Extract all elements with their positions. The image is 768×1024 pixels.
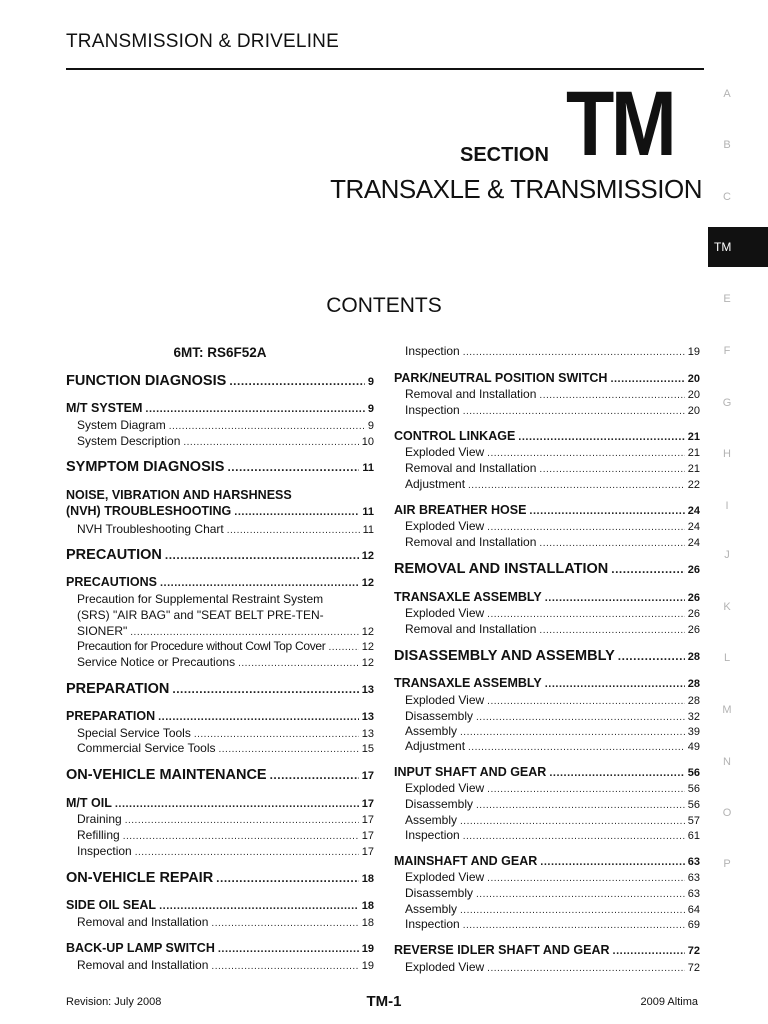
- side-tab-j[interactable]: J: [724, 549, 730, 561]
- section-word: SECTION: [460, 144, 549, 166]
- toc-label: Commercial Service Tools: [77, 741, 216, 755]
- toc-page: 22: [687, 479, 700, 491]
- toc-page: 39: [687, 726, 700, 738]
- toc-entry[interactable]: [394, 676, 700, 690]
- leader-dots: [476, 889, 685, 900]
- toc-page: 9: [367, 420, 374, 432]
- toc-label: Removal and Installation: [77, 958, 209, 972]
- toc-entry[interactable]: [394, 797, 700, 811]
- toc-entry[interactable]: [394, 917, 700, 931]
- toc-entry[interactable]: [394, 519, 700, 533]
- toc-label: System Diagram: [77, 418, 166, 432]
- leader-dots: [468, 742, 685, 753]
- side-tab-a[interactable]: A: [723, 88, 731, 100]
- toc-entry[interactable]: [394, 765, 700, 779]
- toc-text-line: (SRS) "AIR BAG" and "SEAT BELT PRE-TEN-: [77, 608, 324, 622]
- leader-dots: [160, 577, 359, 589]
- side-tab-e[interactable]: E: [723, 293, 731, 305]
- toc-label: BACK-UP LAMP SWITCH: [66, 941, 215, 955]
- toc-label: Assembly: [405, 813, 458, 827]
- toc-page: 11: [362, 506, 374, 518]
- leader-dots: [539, 625, 684, 636]
- leader-dots: [218, 943, 359, 955]
- toc-entry[interactable]: [66, 726, 374, 740]
- toc-label: Draining: [77, 812, 122, 826]
- leader-dots: [611, 562, 684, 576]
- toc-entry[interactable]: [66, 844, 374, 858]
- toc-label: Removal and Installation: [405, 622, 537, 636]
- toc-entry[interactable]: [394, 960, 700, 974]
- toc-page: 63: [687, 872, 700, 884]
- toc-entry[interactable]: [66, 401, 374, 415]
- leader-dots: [194, 729, 359, 740]
- toc-page: 17: [361, 830, 374, 842]
- toc-entry[interactable]: [394, 724, 700, 738]
- toc-label: REVERSE IDLER SHAFT AND GEAR: [394, 943, 610, 957]
- leader-dots: [487, 448, 685, 459]
- toc-page: 12: [361, 626, 374, 638]
- leader-dots: [169, 421, 365, 432]
- leader-dots: [238, 658, 359, 669]
- toc-entry[interactable]: [66, 459, 374, 475]
- leader-dots: [159, 900, 359, 912]
- toc-page: 26: [687, 624, 700, 636]
- toc-label: AIR BREATHER HOSE: [394, 503, 527, 517]
- toc-page: 63: [687, 856, 700, 868]
- toc-page: 12: [361, 657, 374, 669]
- side-tab-tm[interactable]: TM: [708, 227, 768, 267]
- toc-label: Exploded View: [405, 606, 485, 620]
- leader-dots: [135, 847, 359, 858]
- leader-dots: [529, 505, 684, 517]
- leader-dots: [463, 831, 685, 842]
- toc-entry[interactable]: [66, 547, 374, 563]
- toc-page: 26: [687, 564, 700, 576]
- toc-entry[interactable]: [394, 886, 700, 900]
- toc-entry[interactable]: [394, 561, 700, 577]
- toc-page: 12: [361, 641, 374, 653]
- toc-entry[interactable]: [394, 606, 700, 620]
- toc-label: Removal and Installation: [405, 461, 537, 475]
- leader-dots: [130, 627, 358, 638]
- toc-entry[interactable]: [394, 854, 700, 868]
- toc-label: SYMPTOM DIAGNOSIS: [66, 459, 225, 475]
- toc-entry[interactable]: [394, 828, 700, 842]
- toc-page: 18: [361, 873, 374, 885]
- toc-entry[interactable]: [394, 693, 700, 707]
- leader-dots: [219, 744, 359, 755]
- leader-dots: [487, 873, 685, 884]
- toc-page: 15: [361, 743, 374, 755]
- leader-dots: [158, 711, 359, 723]
- toc-page: 72: [687, 945, 700, 957]
- toc-label: TRANSAXLE ASSEMBLY: [394, 676, 542, 690]
- toc-label: Refilling: [77, 828, 120, 842]
- leader-dots: [227, 525, 360, 536]
- contents-title: CONTENTS: [326, 294, 442, 317]
- toc-label: Inspection: [77, 844, 132, 858]
- toc-entry[interactable]: [394, 535, 700, 549]
- toc-label: CONTROL LINKAGE: [394, 429, 516, 443]
- side-tab-m[interactable]: M: [722, 704, 732, 716]
- leader-dots: [549, 767, 684, 779]
- side-tab-i[interactable]: I: [725, 500, 729, 512]
- toc-entry[interactable]: [394, 371, 700, 385]
- leader-dots: [211, 961, 358, 972]
- toc-label: System Description: [77, 434, 181, 448]
- toc-label: INPUT SHAFT AND GEAR: [394, 765, 547, 779]
- leader-dots: [476, 800, 685, 811]
- toc-entry[interactable]: [66, 624, 374, 638]
- leader-dots: [229, 374, 365, 388]
- leader-dots: [234, 506, 359, 518]
- toc-label: Exploded View: [405, 781, 485, 795]
- section-code: TM: [566, 73, 674, 175]
- toc-entry[interactable]: [66, 741, 374, 755]
- toc-page: 11: [362, 462, 374, 474]
- toc-page: 17: [361, 798, 374, 810]
- leader-dots: [613, 945, 685, 957]
- toc-page: 21: [687, 463, 700, 475]
- toc-label: Service Notice or Precautions: [77, 655, 236, 669]
- toc-entry[interactable]: [394, 622, 700, 636]
- side-tab-h[interactable]: H: [723, 448, 731, 460]
- leader-dots: [487, 784, 685, 795]
- toc-entry[interactable]: [66, 941, 374, 955]
- toc-page: 63: [687, 888, 700, 900]
- toc-page: 21: [687, 431, 700, 443]
- toc-label: ON-VEHICLE MAINTENANCE: [66, 767, 267, 783]
- toc-entry[interactable]: [66, 796, 374, 810]
- footer-revision: Revision: July 2008: [66, 996, 162, 1008]
- toc-page: 20: [687, 389, 700, 401]
- toc-entry[interactable]: [66, 828, 374, 842]
- leader-dots: [610, 373, 684, 385]
- toc-text-line: Precaution for Supplemental Restraint System: [77, 592, 324, 606]
- toc-label: Removal and Installation: [405, 535, 537, 549]
- toc-page: 69: [687, 919, 700, 931]
- toc-entry[interactable]: [66, 767, 374, 783]
- leader-dots: [211, 918, 358, 929]
- toc-label: Exploded View: [405, 445, 485, 459]
- toc-label: DISASSEMBLY AND ASSEMBLY: [394, 648, 615, 664]
- header-title: TRANSMISSION & DRIVELINE: [66, 31, 339, 52]
- leader-dots: [460, 905, 685, 916]
- toc-page: 9: [367, 403, 374, 415]
- toc-page: 24: [687, 537, 700, 549]
- leader-dots: [539, 390, 684, 401]
- toc-page: 9: [367, 376, 374, 388]
- toc-entry[interactable]: [66, 418, 374, 432]
- toc-label: Inspection: [405, 344, 460, 358]
- side-tab-f[interactable]: F: [723, 345, 731, 357]
- toc-page: 11: [362, 524, 374, 536]
- toc-entry[interactable]: [66, 812, 374, 826]
- leader-dots: [328, 642, 358, 653]
- toc-label: M/T OIL: [66, 796, 112, 810]
- toc-page: 12: [361, 550, 374, 562]
- toc-label: TRANSAXLE ASSEMBLY: [394, 590, 542, 604]
- toc-page: 10: [361, 436, 374, 448]
- side-tab-b[interactable]: B: [723, 139, 731, 151]
- toc-label: Assembly: [405, 902, 458, 916]
- leader-dots: [463, 347, 685, 358]
- toc-entry[interactable]: [66, 575, 374, 589]
- footer-page-id: TM-1: [366, 993, 402, 1010]
- leader-dots: [270, 768, 359, 782]
- leader-dots: [487, 696, 685, 707]
- toc-label: Removal and Installation: [77, 915, 209, 929]
- toc-entry[interactable]: [66, 373, 374, 389]
- toc-label: FUNCTION DIAGNOSIS: [66, 373, 227, 389]
- toc-page: 24: [687, 521, 700, 533]
- toc-label: Removal and Installation: [405, 387, 537, 401]
- toc-page: 13: [361, 711, 374, 723]
- toc-label: MAINSHAFT AND GEAR: [394, 854, 538, 868]
- toc-entry[interactable]: [66, 709, 374, 723]
- toc-entry[interactable]: [394, 461, 700, 475]
- leader-dots: [460, 816, 685, 827]
- toc-entry[interactable]: [66, 434, 374, 448]
- leader-dots: [487, 522, 685, 533]
- toc-page: 24: [687, 505, 700, 517]
- toc-label: Exploded View: [405, 960, 485, 974]
- toc-entry[interactable]: [394, 943, 700, 957]
- side-tab-k[interactable]: K: [723, 601, 731, 613]
- toc-label: Exploded View: [405, 519, 485, 533]
- toc-page: 17: [361, 846, 374, 858]
- leader-dots: [123, 831, 359, 842]
- toc-page: 19: [687, 346, 700, 358]
- toc-page: 18: [361, 917, 374, 929]
- toc-page: 57: [687, 815, 700, 827]
- leader-dots: [487, 963, 685, 974]
- toc-entry[interactable]: [394, 429, 700, 443]
- toc-label: PRECAUTIONS: [66, 575, 157, 589]
- toc-label: M/T SYSTEM: [66, 401, 143, 415]
- side-tab-l[interactable]: L: [723, 652, 731, 664]
- toc-page: 20: [687, 373, 700, 385]
- leader-dots: [539, 538, 684, 549]
- toc-entry[interactable]: [394, 648, 700, 664]
- toc-label: (NVH) TROUBLESHOOTING: [66, 504, 232, 518]
- toc-page: 28: [687, 651, 700, 663]
- toc-label: Adjustment: [405, 739, 466, 753]
- leader-dots: [115, 798, 359, 810]
- toc-label: Exploded View: [405, 870, 485, 884]
- toc-label: Inspection: [405, 403, 460, 417]
- toc-label: REMOVAL AND INSTALLATION: [394, 561, 609, 577]
- leader-dots: [539, 464, 684, 475]
- toc-page: 26: [687, 608, 700, 620]
- toc-label: PARK/NEUTRAL POSITION SWITCH: [394, 371, 608, 385]
- toc-page: 61: [687, 830, 700, 842]
- toc-label: ON-VEHICLE REPAIR: [66, 870, 214, 886]
- side-tab-n[interactable]: N: [723, 756, 731, 768]
- toc-label: Adjustment: [405, 477, 466, 491]
- leader-dots: [183, 437, 358, 448]
- leader-dots: [545, 678, 685, 690]
- leader-dots: [227, 460, 359, 474]
- toc-page: 17: [361, 770, 374, 782]
- header-rule: [66, 68, 704, 70]
- toc-page: 19: [361, 960, 374, 972]
- toc-label: NVH Troubleshooting Chart: [77, 522, 224, 536]
- toc-entry[interactable]: [394, 590, 700, 604]
- toc-entry[interactable]: [66, 681, 374, 697]
- leader-dots: [165, 548, 359, 562]
- toc-page: 56: [687, 783, 700, 795]
- side-tab-o[interactable]: O: [722, 807, 732, 819]
- leader-dots: [476, 712, 685, 723]
- leader-dots: [540, 856, 684, 868]
- toc-label: Inspection: [405, 828, 460, 842]
- toc-page: 32: [687, 711, 700, 723]
- toc-label: PREPARATION: [66, 681, 170, 697]
- toc-label: SIDE OIL SEAL: [66, 898, 157, 912]
- toc-page: 49: [687, 741, 700, 753]
- leader-dots: [463, 406, 685, 417]
- side-tab-c[interactable]: C: [723, 191, 731, 203]
- toc-entry[interactable]: [394, 709, 700, 723]
- leader-dots: [145, 403, 364, 415]
- footer-model: 2009 Altima: [640, 996, 698, 1008]
- leader-dots: [545, 592, 685, 604]
- leader-dots: [216, 871, 359, 885]
- leader-dots: [125, 815, 359, 826]
- toc-entry[interactable]: [394, 503, 700, 517]
- toc-label: SIONER": [77, 624, 128, 638]
- toc-entry[interactable]: [66, 639, 374, 653]
- toc-page: 20: [687, 405, 700, 417]
- toc-page: 18: [361, 900, 374, 912]
- toc-label: Disassembly: [405, 709, 474, 723]
- toc-page: 13: [361, 684, 374, 696]
- toc-label: Assembly: [405, 724, 458, 738]
- toc-label: Inspection: [405, 917, 460, 931]
- toc-label: Precaution for Procedure without Cowl Top Cover: [77, 639, 326, 653]
- leader-dots: [463, 920, 685, 931]
- toc-entry[interactable]: [66, 655, 374, 669]
- toc-page: 26: [687, 592, 700, 604]
- toc-page: 28: [687, 695, 700, 707]
- toc-entry[interactable]: [66, 870, 374, 886]
- toc-label: PREPARATION: [66, 709, 156, 723]
- toc-entry[interactable]: [394, 344, 700, 358]
- toc-entry[interactable]: [394, 445, 700, 459]
- toc-page: 64: [687, 904, 700, 916]
- toc-page: 21: [687, 447, 700, 459]
- section-name: TRANSAXLE & TRANSMISSION: [330, 174, 702, 204]
- toc-entry[interactable]: [66, 504, 374, 518]
- toc-entry[interactable]: [394, 387, 700, 401]
- side-tab-p[interactable]: P: [723, 858, 731, 870]
- toc-label: Exploded View: [405, 693, 485, 707]
- toc-entry[interactable]: [66, 522, 374, 536]
- toc-heading-line: NOISE, VIBRATION AND HARSHNESS: [66, 488, 292, 502]
- toc-entry[interactable]: [394, 902, 700, 916]
- leader-dots: [468, 480, 685, 491]
- toc-page: 28: [687, 678, 700, 690]
- toc-page: 72: [687, 962, 700, 974]
- toc-page: 17: [361, 814, 374, 826]
- toc-label: Disassembly: [405, 886, 474, 900]
- leader-dots: [487, 609, 685, 620]
- side-tab-g[interactable]: G: [722, 397, 732, 409]
- toc-entry[interactable]: [394, 739, 700, 753]
- leader-dots: [172, 682, 358, 696]
- toc-entry[interactable]: [394, 813, 700, 827]
- toc-page: 13: [361, 728, 374, 740]
- toc-page: 12: [361, 577, 374, 589]
- model-heading: 6MT: RS6F52A: [173, 345, 267, 360]
- leader-dots: [518, 431, 684, 443]
- toc-entry[interactable]: [66, 915, 374, 929]
- toc-entry[interactable]: [66, 898, 374, 912]
- toc-page: 56: [687, 799, 700, 811]
- toc-entry[interactable]: [394, 870, 700, 884]
- toc-label: Disassembly: [405, 797, 474, 811]
- toc-page: 56: [687, 767, 700, 779]
- toc-label: PRECAUTION: [66, 547, 162, 563]
- toc-entry[interactable]: [394, 403, 700, 417]
- toc-page: 19: [361, 943, 374, 955]
- toc-entry[interactable]: [394, 477, 700, 491]
- toc-entry[interactable]: [394, 781, 700, 795]
- toc-entry[interactable]: [66, 958, 374, 972]
- leader-dots: [460, 727, 685, 738]
- leader-dots: [618, 649, 685, 663]
- toc-label: Special Service Tools: [77, 726, 191, 740]
